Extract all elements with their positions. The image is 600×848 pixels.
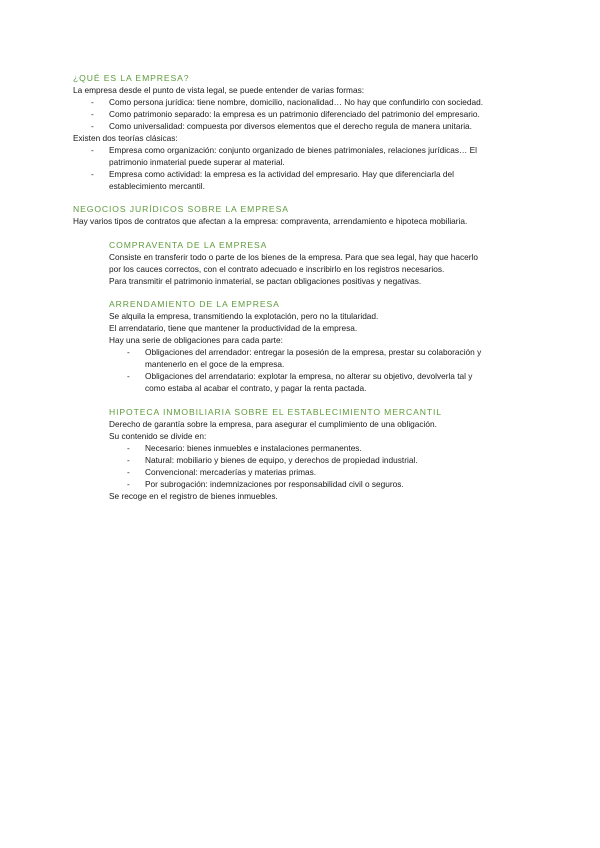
paragraph-line: Derecho de garantía sobre la empresa, para asegurar el cumplimiento de una obligación. [109, 419, 437, 429]
paragraph-line: Se alquila la empresa, transmitiendo la explotación, pero no la titularidad. [109, 311, 379, 321]
bullet-dash: - [127, 455, 130, 465]
list-item: Por subrogación: indemnizaciones por responsabilidad civil o seguros. [145, 479, 404, 489]
list-item: Natural: mobiliario y bienes de equipo, y derechos de propiedad industrial. [145, 455, 418, 465]
subheading-compraventa: COMPRAVENTA DE LA EMPRESA [109, 240, 268, 250]
list-item: Obligaciones del arrendador: entregar la posesión de la empresa, prestar su colaboración y [145, 347, 482, 357]
paragraph-line: Hay una serie de obligaciones para cada parte: [109, 335, 283, 345]
list-item-continuation: mantenerlo en el goce de la empresa. [145, 359, 285, 369]
section-heading-que-es-la-empresa: ¿QUÉ ES LA EMPRESA? [73, 73, 190, 83]
subheading-hipoteca: HIPOTECA INMOBILIARIA SOBRE EL ESTABLECIMIENTO MERCANTIL [109, 407, 442, 417]
list-item: Como patrimonio separado: la empresa es un patrimonio diferenciado del patrimonio del empresario. [109, 109, 480, 119]
list-item-continuation: como estaba al acabar el contrato, y pagar la renta pactada. [145, 383, 367, 393]
bullet-dash: - [127, 479, 130, 489]
subheading-arrendamiento: ARRENDAMIENTO DE LA EMPRESA [109, 299, 280, 309]
closing-line: Se recoge en el registro de bienes inmuebles. [109, 491, 278, 501]
list-item: Como persona jurídica: tiene nombre, domicilio, nacionalidad… No hay que confundirlo con sociedad. [109, 97, 484, 107]
list-item: Convencional: mercaderías y materias primas. [145, 467, 317, 477]
list-item: Necesario: bienes inmuebles e instalaciones permanentes. [145, 443, 362, 453]
section-intro: Hay varios tipos de contratos que afectan a la empresa: compraventa, arrendamiento e hipoteca mobiliaria. [73, 216, 468, 226]
list-item: Como universalidad: compuesta por diversos elementos que el derecho regula de manera unitaria. [109, 121, 472, 131]
bullet-dash: - [127, 467, 130, 477]
list-item: Obligaciones del arrendatario: explotar la empresa, no alterar su objetivo, devolverla tal y [145, 371, 473, 381]
list-item-continuation: patrimonio inmaterial puede superar al material. [109, 157, 285, 167]
list-item-continuation: establecimiento mercantil. [109, 181, 205, 191]
paragraph-line: por los cauces correctos, con el contrato adecuado e inscribirlo en los registros necesarios. [109, 264, 445, 274]
bullet-dash: - [91, 169, 94, 179]
paragraph-line: Su contenido se divide en: [109, 431, 207, 441]
bullet-dash: - [127, 371, 130, 381]
intro-paragraph: La empresa desde el punto de vista legal, se puede entender de varias formas: [73, 85, 365, 95]
bullet-dash: - [91, 97, 94, 107]
paragraph-line: Para transmitir el patrimonio inmaterial, se pactan obligaciones positivas y negativas. [109, 276, 422, 286]
paragraph-line: El arrendatario, tiene que mantener la productividad de la empresa. [109, 323, 358, 333]
theories-intro: Existen dos teorías clásicas: [73, 133, 178, 143]
list-item: Empresa como actividad: la empresa es la actividad del empresario. Hay que diferenciarla del [109, 169, 454, 179]
section-heading-negocios-juridicos: NEGOCIOS JURÍDICOS SOBRE LA EMPRESA [73, 204, 289, 214]
bullet-dash: - [127, 443, 130, 453]
paragraph-line: Consiste en transferir todo o parte de los bienes de la empresa. Para que sea legal, hay que hacerlo [109, 252, 478, 262]
list-item: Empresa como organización: conjunto organizado de bienes patrimoniales, relaciones jurídicas… El [109, 145, 478, 155]
bullet-dash: - [127, 347, 130, 357]
bullet-dash: - [91, 145, 94, 155]
bullet-dash: - [91, 109, 94, 119]
bullet-dash: - [91, 121, 94, 131]
